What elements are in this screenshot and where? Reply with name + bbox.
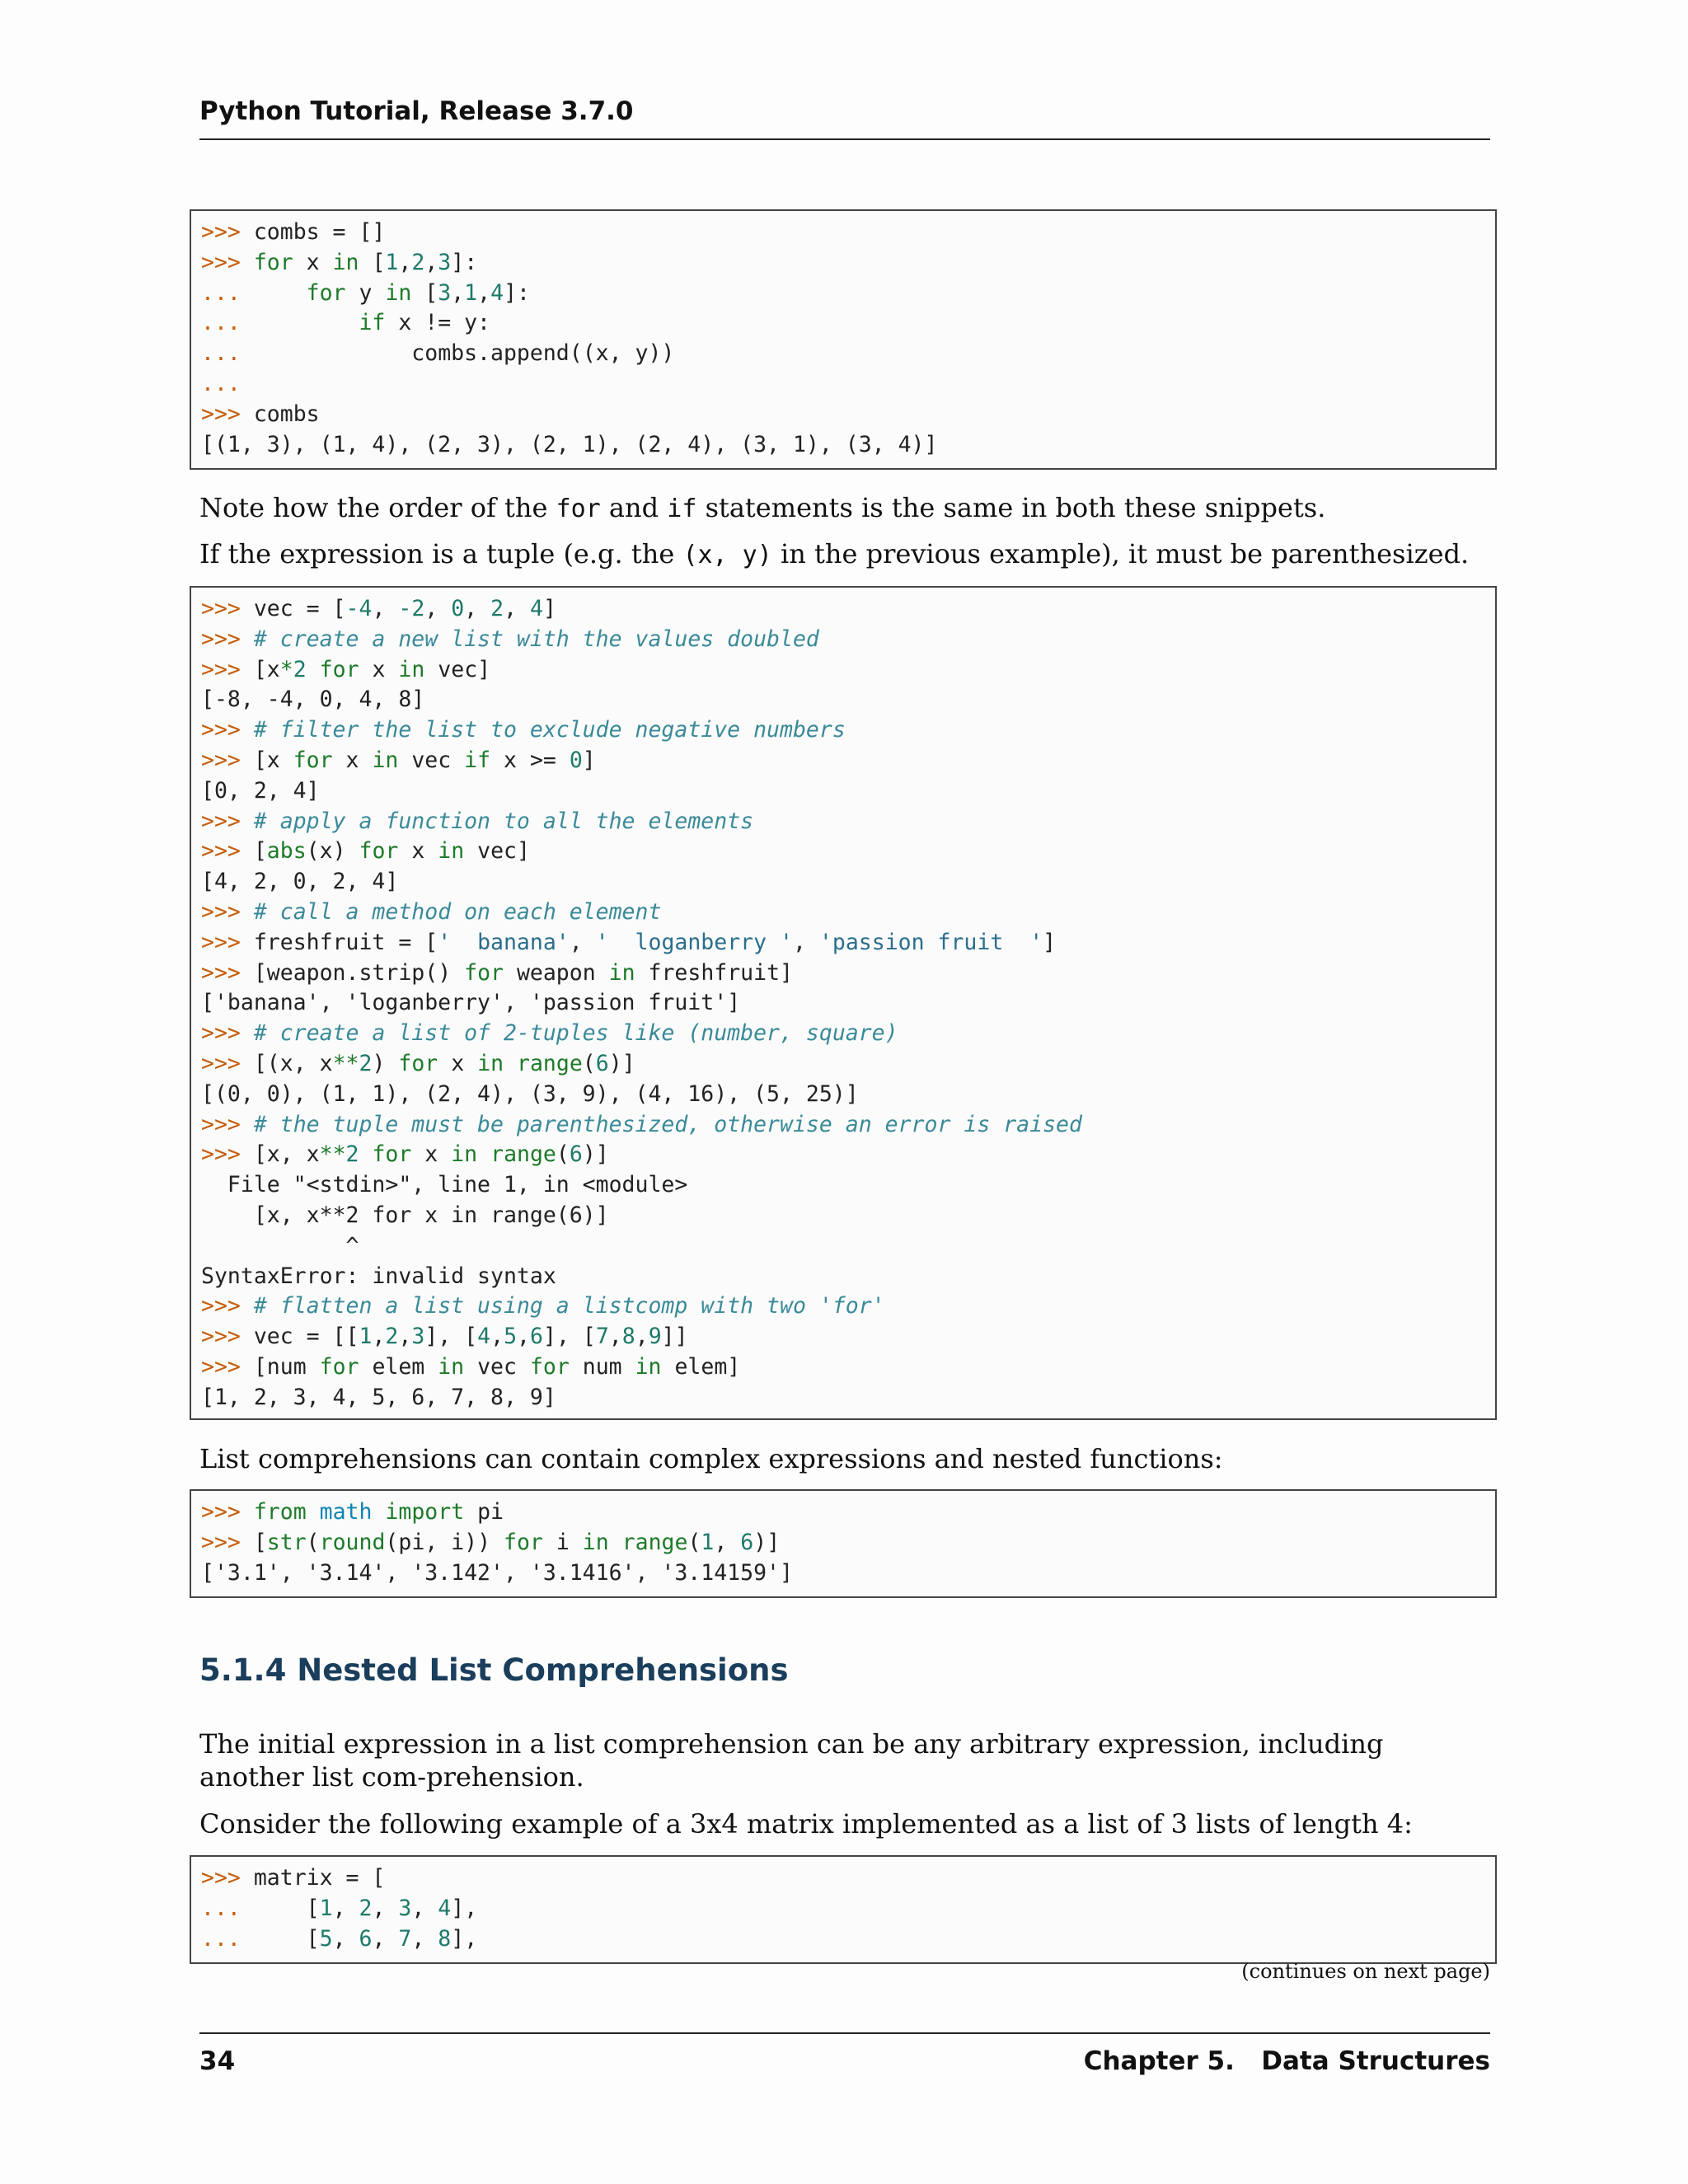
code-token: 6 [530, 1324, 543, 1350]
code-token: freshfruit] [635, 959, 793, 986]
code-token: >>> [201, 717, 254, 743]
code-token: # flatten a list using a listcomp with two 'for' [253, 1293, 885, 1319]
code-token: 2 [345, 1141, 359, 1168]
running-header [199, 91, 1490, 140]
code-token: >>> [201, 219, 254, 245]
code-token: >>> [201, 1020, 254, 1047]
code-token: matrix = [ [253, 1865, 386, 1891]
section-heading: 5.1.4 Nested List Comprehensions [199, 1652, 789, 1688]
code-token: x [438, 1050, 478, 1076]
code-token: , [714, 1529, 741, 1555]
text-run: in the previous example), it must be parenthesized. [771, 538, 1470, 569]
code-token: abs [266, 838, 307, 865]
code-line [201, 369, 1485, 400]
code-line [201, 1019, 1485, 1049]
code-token: , [332, 1895, 359, 1921]
code-token: x [332, 747, 373, 773]
code-token: ' loganberry ' [595, 929, 793, 955]
code-token: >>> [201, 401, 254, 427]
code-token: )] [582, 1141, 609, 1168]
code-line [201, 655, 1485, 686]
code-token: >>> [201, 959, 254, 986]
code-token: 4 [490, 279, 504, 306]
text-run: List comprehensions can contain complex expressions and nested functions: [199, 1443, 1223, 1474]
code-block-combs [190, 209, 1497, 470]
code-token: for [319, 1353, 359, 1380]
paragraph-initial-expression [199, 1727, 1490, 1793]
code-token: [x [253, 747, 293, 773]
code-token: , [372, 596, 399, 621]
code-token: weapon [503, 959, 609, 986]
code-token: for [319, 656, 359, 682]
code-line [201, 248, 1485, 279]
code-token: , [569, 929, 596, 955]
code-token: >>> [201, 1324, 254, 1350]
code-line [201, 1231, 1485, 1262]
code-token: ] [1043, 929, 1057, 955]
code-line [201, 400, 1485, 430]
code-line [201, 339, 1485, 369]
code-token: [num [253, 1353, 320, 1380]
code-token: if [464, 747, 491, 773]
code-line [201, 746, 1485, 776]
code-token: 0 [451, 596, 465, 621]
code-token [609, 1530, 622, 1555]
code-token: 6 [740, 1529, 754, 1555]
code-token: x >= [490, 747, 570, 773]
code-token: ... [201, 370, 241, 396]
code-token: in [372, 747, 399, 773]
code-token: , [372, 1324, 386, 1350]
code-line [201, 1049, 1485, 1080]
code-token: ['3.1', '3.14', '3.142', '3.1416', '3.14159'] [201, 1559, 793, 1586]
code-token: [0, 2, 4] [201, 777, 320, 804]
code-line [201, 1140, 1485, 1170]
code-token: in [608, 959, 635, 986]
code-line [201, 218, 1485, 248]
code-token: 2 [359, 1050, 373, 1076]
code-token: for [253, 249, 293, 275]
code-token: ( [306, 1529, 320, 1555]
code-token: for [529, 1353, 570, 1380]
code-token: [(x, x [253, 1050, 333, 1076]
code-token: [ [359, 249, 386, 275]
code-token: range [517, 1050, 583, 1076]
code-token: ], [ [542, 1324, 596, 1350]
code-token: , [608, 1324, 622, 1350]
code-token: round [319, 1529, 386, 1555]
code-token: >>> [201, 929, 254, 955]
code-token: in [398, 656, 425, 682]
code-block-math-pi [190, 1489, 1497, 1598]
code-token: [ [306, 1895, 320, 1921]
code-token: ^ [201, 1232, 359, 1258]
code-token: str [266, 1529, 307, 1555]
code-token: >>> [201, 1353, 254, 1380]
code-token: 3 [438, 279, 452, 306]
code-token: >>> [201, 1499, 254, 1525]
code-token: >>> [201, 596, 254, 621]
inline-code: if [667, 494, 697, 523]
code-token [477, 1141, 490, 1167]
code-line [201, 1352, 1485, 1383]
code-token: x != y: [385, 310, 491, 336]
code-token: (x) [306, 838, 359, 865]
code-token: >>> [201, 626, 254, 652]
code-token: if [359, 310, 386, 336]
code-token: , [793, 929, 819, 955]
code-token: range [490, 1141, 556, 1168]
code-line [201, 928, 1485, 958]
code-token: for [293, 747, 333, 773]
code-token: # create a new list with the values doubled [253, 626, 819, 652]
code-token: 3 [398, 1895, 412, 1921]
code-token: in [477, 1050, 504, 1076]
code-token: combs = [] [253, 219, 386, 245]
code-token: -2 [398, 596, 425, 621]
code-token: 5 [319, 1925, 333, 1952]
code-token: combs.append((x, y)) [411, 340, 675, 367]
code-token: File "<stdin>", line 1, in <module> [201, 1172, 688, 1198]
code-token: ' banana' [438, 929, 570, 955]
code-token: ]: [451, 249, 478, 275]
code-line [201, 1262, 1485, 1292]
code-token: , [424, 249, 438, 275]
code-token: [x [253, 656, 280, 682]
code-token: 3 [438, 249, 452, 275]
code-token: pi [464, 1499, 504, 1525]
code-token: [(1, 3), (1, 4), (2, 3), (2, 1), (2, 4), (3, 1), (3, 4)] [201, 431, 938, 457]
code-token: in [332, 249, 359, 275]
code-token: for [306, 279, 346, 306]
code-token [307, 1499, 320, 1525]
code-token: elem] [661, 1353, 741, 1380]
code-token: SyntaxError: invalid syntax [201, 1263, 556, 1289]
code-token: [-8, -4, 0, 4, 8] [201, 687, 425, 713]
paragraph-matrix-example [199, 1807, 1490, 1840]
inline-code: for [556, 494, 601, 523]
code-token: ( [687, 1529, 701, 1555]
code-token: >>> [201, 656, 254, 682]
code-token: for [372, 1141, 412, 1168]
text-run: The initial expression in a list comprehension can be any arbitrary expression, including another list com-prehension. [199, 1728, 1384, 1793]
code-token: , [372, 1925, 399, 1952]
code-token: , [464, 596, 491, 621]
code-token: , [411, 1925, 438, 1952]
continues-note: (continues on next page) [1241, 1960, 1490, 1983]
code-line [201, 308, 1485, 339]
code-token: # call a method on each element [253, 898, 662, 925]
code-line [201, 1080, 1485, 1110]
code-token: 1 [319, 1895, 333, 1921]
code-line [201, 1322, 1485, 1352]
code-token: in [582, 1529, 609, 1555]
code-line [201, 1110, 1485, 1141]
code-token: [ [306, 1925, 320, 1952]
code-token: math [319, 1499, 373, 1525]
code-token [504, 1051, 517, 1076]
code-token: ], [ [424, 1324, 478, 1350]
code-token: vec] [464, 838, 530, 865]
code-token: 1 [464, 279, 478, 306]
code-line [201, 988, 1485, 1019]
code-token: [4, 2, 0, 2, 4] [201, 869, 399, 895]
code-token: import [385, 1499, 465, 1525]
code-token: 1 [701, 1529, 715, 1555]
code-line [201, 1894, 1485, 1924]
code-token: # apply a function to all the elements [253, 808, 754, 834]
paragraph-tuple-note [199, 537, 1490, 572]
code-token: (pi, i)) [385, 1529, 504, 1555]
code-token: >>> [201, 898, 254, 925]
code-token: x [411, 1141, 452, 1168]
code-token: ] [582, 747, 596, 773]
code-token: [weapon.strip() [253, 959, 465, 986]
code-token: 6 [359, 1925, 373, 1952]
page-number: 34 [199, 2046, 236, 2076]
header-title: Python Tutorial, Release 3.7.0 [199, 96, 634, 126]
code-token: ]] [661, 1324, 688, 1350]
page-footer [199, 2032, 1490, 2080]
code-token: 6 [569, 1141, 583, 1168]
code-token: vec = [ [253, 596, 346, 621]
code-token: , [398, 249, 412, 275]
code-block-matrix [190, 1855, 1497, 1964]
code-token: 7 [595, 1324, 609, 1350]
code-line [201, 279, 1485, 309]
code-token: 4 [438, 1895, 452, 1921]
code-token: ... [201, 1925, 307, 1952]
code-token: in [385, 279, 412, 306]
code-token: 'passion fruit ' [818, 929, 1043, 955]
code-line [201, 715, 1485, 746]
code-token: 2 [411, 249, 425, 275]
code-token: in [635, 1353, 662, 1380]
code-token: # filter the list to exclude negative numbers [253, 717, 846, 743]
code-line [201, 958, 1485, 989]
code-token: )] [608, 1050, 635, 1076]
code-token: vec [398, 747, 465, 773]
code-token: , [398, 1324, 412, 1350]
code-token: ] [542, 596, 556, 621]
code-token: combs [253, 401, 320, 427]
code-token: 1 [385, 249, 399, 275]
code-line [201, 807, 1485, 837]
text-run: Consider the following example of a 3x4 matrix implemented as a list of 3 lists of length 4: [199, 1808, 1413, 1840]
code-line [201, 625, 1485, 655]
code-token: >>> [201, 838, 254, 865]
code-token: >>> [201, 1141, 254, 1168]
code-token: [x, x**2 for x in range(6)] [201, 1202, 609, 1228]
code-token: vec = [[ [253, 1324, 359, 1350]
code-line [201, 1170, 1485, 1201]
code-token: for [359, 838, 399, 865]
code-token: [1, 2, 3, 4, 5, 6, 7, 8, 9] [201, 1384, 556, 1410]
code-token: , [517, 1324, 531, 1350]
code-token: i [542, 1529, 583, 1555]
code-token: , [635, 1324, 649, 1350]
code-token: # the tuple must be parenthesized, otherwise an error is raised [253, 1111, 1082, 1137]
code-token: ['banana', 'loganberry', 'passion fruit'] [201, 990, 741, 1016]
code-token: x [293, 249, 333, 275]
code-token: , [424, 596, 452, 621]
code-token: 8 [621, 1324, 635, 1350]
code-token [372, 1499, 385, 1525]
code-token: >>> [201, 1865, 254, 1891]
code-line [201, 1201, 1485, 1231]
code-token: 2 [490, 596, 504, 621]
code-token: elem [359, 1353, 438, 1380]
code-line [201, 1863, 1485, 1894]
code-token: ]: [504, 279, 530, 306]
code-token: 8 [438, 1925, 452, 1952]
code-token: range [621, 1529, 688, 1555]
code-line [201, 594, 1485, 625]
code-token: , [490, 1324, 504, 1350]
code-token: x [398, 838, 438, 865]
code-token: )] [753, 1529, 781, 1555]
code-line [201, 1383, 1485, 1413]
code-token: , [411, 1895, 438, 1921]
code-token: >>> [201, 747, 254, 773]
code-token: ** [332, 1050, 359, 1076]
code-token: , [477, 279, 491, 306]
code-token: for [398, 1050, 438, 1076]
footer-chapter: Chapter 5. Data Structures [1083, 2046, 1490, 2076]
code-line [201, 1291, 1485, 1322]
code-token: vec] [424, 656, 491, 682]
code-token: [ [253, 1529, 267, 1555]
code-token: ... [201, 310, 359, 336]
code-token: >>> [201, 1529, 254, 1555]
code-token: , [451, 279, 465, 306]
code-token: >>> [201, 249, 254, 275]
code-token: from [253, 1499, 307, 1525]
code-token: [(0, 0), (1, 1), (2, 4), (3, 9), (4, 16), (5, 25)] [201, 1080, 859, 1107]
paragraph-order-note [199, 491, 1490, 526]
code-token: 0 [569, 747, 583, 773]
code-token: 2 [293, 656, 307, 682]
code-token: freshfruit = [ [253, 929, 438, 955]
code-token: [ [411, 279, 438, 306]
code-token: , [504, 596, 530, 621]
code-token: 9 [648, 1324, 662, 1350]
text-run: If the expression is a tuple (e.g. the [199, 538, 683, 569]
code-token: for [504, 1529, 543, 1555]
code-token: 4 [477, 1324, 491, 1350]
code-token: >>> [201, 1293, 254, 1319]
code-token: , [372, 1895, 399, 1921]
code-token: vec [464, 1353, 530, 1380]
code-token: 2 [385, 1324, 399, 1350]
code-token: 1 [359, 1324, 373, 1350]
code-token: y [345, 279, 386, 306]
code-token: in [451, 1141, 478, 1168]
code-line [201, 685, 1485, 715]
code-token: x [359, 656, 399, 682]
code-block-listcomp-examples [190, 586, 1497, 1420]
code-token: 4 [529, 596, 543, 621]
code-line [201, 1558, 1485, 1589]
text-run: statements is the same in both these snippets. [696, 492, 1326, 523]
code-line [201, 898, 1485, 928]
code-token: 2 [359, 1895, 373, 1921]
code-line [201, 776, 1485, 807]
code-token: ... [201, 279, 307, 306]
code-line [201, 867, 1485, 898]
code-token [359, 1141, 373, 1167]
code-line [201, 1497, 1485, 1528]
inline-code: (x, y) [682, 541, 772, 569]
code-token: ... [201, 1895, 307, 1921]
code-token: * [279, 656, 293, 682]
code-token: num [569, 1353, 635, 1380]
code-token: >>> [201, 808, 254, 834]
code-token: 3 [411, 1324, 425, 1350]
code-token: ], [451, 1895, 478, 1921]
code-token: in [438, 1353, 465, 1380]
code-token: ** [319, 1141, 346, 1168]
code-token: [ [253, 838, 267, 865]
code-token: >>> [201, 1050, 254, 1076]
code-token: ( [582, 1050, 596, 1076]
code-token: , [332, 1925, 359, 1952]
code-token: for [464, 959, 504, 986]
code-token: -4 [345, 596, 373, 621]
code-token [307, 657, 320, 682]
code-line [201, 430, 1485, 461]
code-token: 7 [398, 1925, 412, 1952]
code-token: in [438, 838, 465, 865]
code-token: # create a list of 2-tuples like (number, square) [253, 1020, 898, 1047]
code-token: ], [451, 1925, 478, 1952]
code-token: ( [556, 1141, 570, 1168]
code-line [201, 1924, 1485, 1955]
code-token: >>> [201, 1111, 254, 1137]
paragraph-complex-expressions [199, 1442, 1490, 1475]
text-run: and [600, 492, 668, 523]
code-token: ) [372, 1050, 399, 1076]
text-run: Note how the order of the [199, 492, 556, 523]
code-token: ... [201, 340, 412, 367]
code-token: [x, x [253, 1141, 320, 1168]
code-line [201, 1528, 1485, 1558]
code-line [201, 837, 1485, 867]
code-token: 6 [595, 1050, 609, 1076]
code-token: 5 [504, 1324, 518, 1350]
